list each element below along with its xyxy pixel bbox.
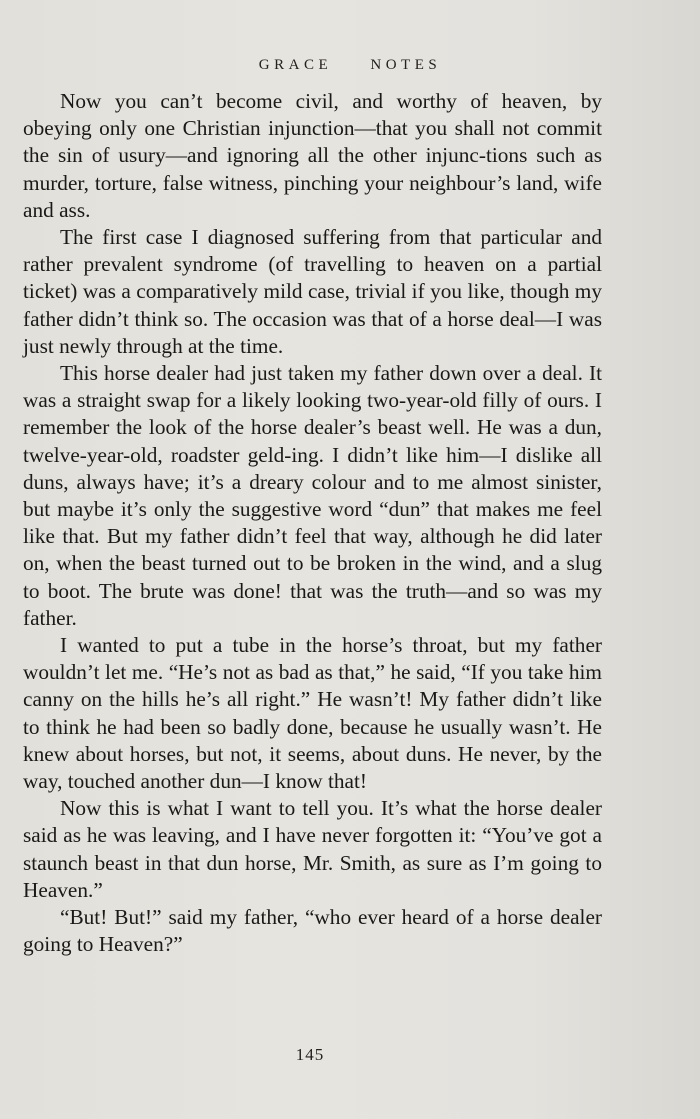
running-head	[0, 57, 700, 74]
paragraph: Now this is what I want to tell you. It’s what the horse dealer said as he was leaving, and I have never forgotten it: “You’ve got a staunch beast in that dun horse, Mr. Smith, as sure as I’m going to Heaven.”	[23, 796, 602, 902]
running-head-left: GRACE	[258, 57, 333, 73]
paragraph: I wanted to put a tube in the horse’s throat, but my father wouldn’t let me. “He’s not as bad as that,” he said, “If you take him canny on the hills he’s all right.” He wasn’t! My father didn’t like to think he had been so badly done, because he usually wasn’t. He knew about horses, but not, it seems, about duns. He never, by the way, touched another dun—I know that!	[23, 633, 602, 794]
body-text	[23, 88, 602, 959]
page-number: 145	[295, 1045, 325, 1064]
paragraph: Now you can’t become civil, and worthy of heaven, by obeying only one Christian injunction—that you shall not commit the sin of usury—and ignoring all the other injunc-tions such as murder, torture, false witness, pinching your neighbour’s land, wife and ass.	[23, 89, 602, 222]
paragraph: This horse dealer had just taken my father down over a deal. It was a straight swap for a likely looking two-year-old filly of ours. I remember the look of the horse dealer’s beast well. He was a dun, twelve-year-old, roadster geld-ing. I didn’t like him—I dislike all duns, always have; it’s a dreary colour and to me almost sinister, but maybe it’s only the suggestive word “dun” that makes me feel like that. But my father didn’t feel that way, although he did later on, when the beast turned out to be broken in the wind, and a slug to boot. The brute was done! that was the truth—and so was my father.	[23, 361, 602, 630]
running-head-right: NOTES	[370, 57, 442, 73]
paragraph: The first case I diagnosed suffering from that particular and rather prevalent syndrome (of travelling to heaven on a partial ticket) was a comparatively mild case, trivial if you like, though my father didn’t think so. The occasion was that of a horse deal—I was just newly through at the time.	[23, 225, 602, 358]
paragraph: “But! But!” said my father, “who ever heard of a horse dealer going to Heaven?”	[23, 905, 602, 957]
